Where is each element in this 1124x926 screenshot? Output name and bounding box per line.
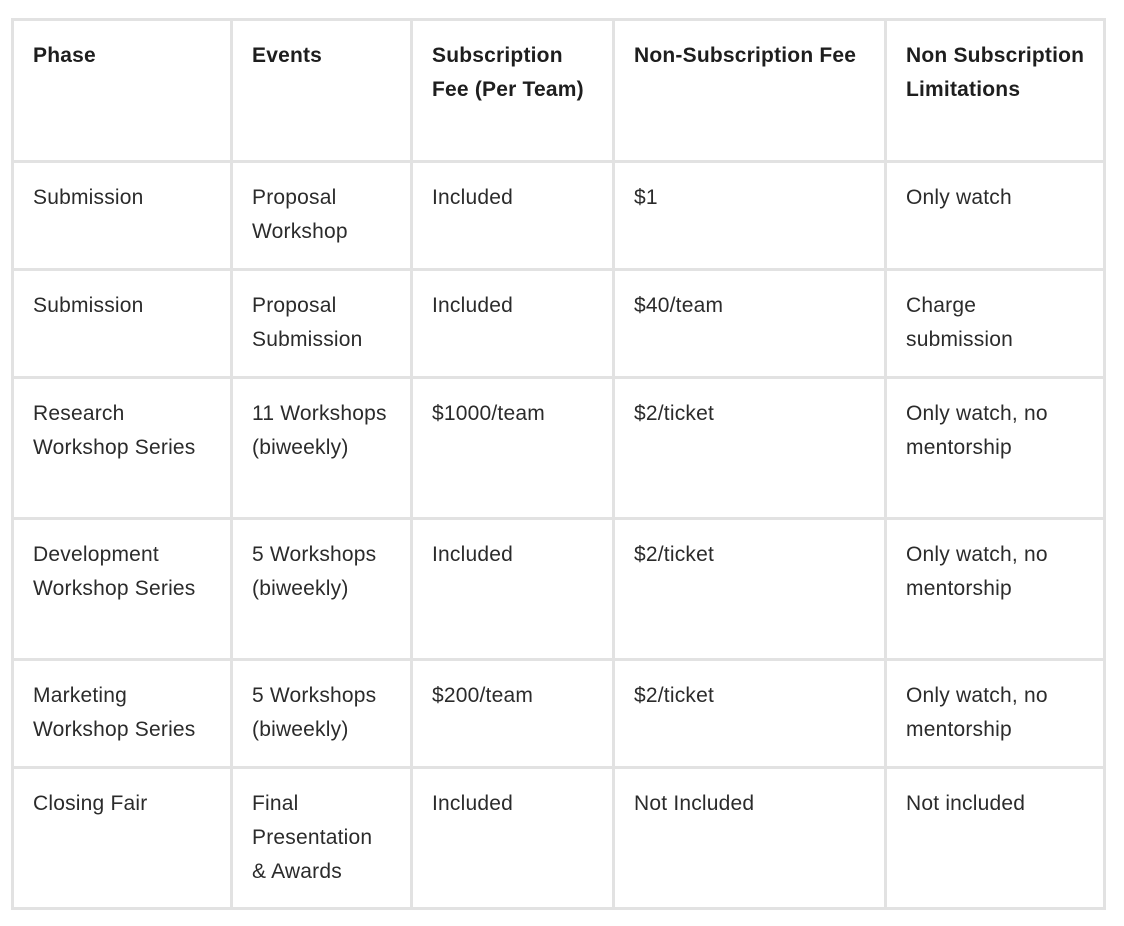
header-phase: Phase — [13, 20, 232, 162]
cell-non-subscription-fee: Not Included — [614, 768, 886, 909]
cell-phase: Development Workshop Series — [13, 519, 232, 660]
cell-events: Final Presentation & Awards — [232, 768, 412, 909]
table-row — [13, 270, 1105, 378]
table-row — [13, 768, 1105, 909]
cell-events: 5 Workshops (biweekly) — [232, 660, 412, 768]
cell-subscription-fee: $1000/team — [412, 378, 614, 519]
cell-subscription-fee: $200/team — [412, 660, 614, 768]
cell-limitations: Only watch, no mentorship — [886, 519, 1105, 660]
table-row — [13, 660, 1105, 768]
cell-non-subscription-fee: $2/ticket — [614, 519, 886, 660]
cell-phase: Submission — [13, 162, 232, 270]
cell-phase: Submission — [13, 270, 232, 378]
fee-table — [11, 18, 1106, 910]
cell-non-subscription-fee: $2/ticket — [614, 660, 886, 768]
cell-non-subscription-fee: $1 — [614, 162, 886, 270]
header-events: Events — [232, 20, 412, 162]
table-row — [13, 378, 1105, 519]
cell-phase: Research Workshop Series — [13, 378, 232, 519]
header-non-subscription-limitations: Non Subscription Limitations — [886, 20, 1105, 162]
cell-subscription-fee: Included — [412, 768, 614, 909]
cell-subscription-fee: Included — [412, 270, 614, 378]
cell-limitations: Only watch, no mentorship — [886, 378, 1105, 519]
cell-limitations: Only watch, no mentorship — [886, 660, 1105, 768]
cell-non-subscription-fee: $40/team — [614, 270, 886, 378]
header-non-subscription-fee: Non-Subscription Fee — [614, 20, 886, 162]
cell-subscription-fee: Included — [412, 162, 614, 270]
cell-non-subscription-fee: $2/ticket — [614, 378, 886, 519]
cell-subscription-fee: Included — [412, 519, 614, 660]
cell-events: Proposal Submission — [232, 270, 412, 378]
table-row — [13, 519, 1105, 660]
cell-phase: Closing Fair — [13, 768, 232, 909]
cell-limitations: Only watch — [886, 162, 1105, 270]
table-header-row — [13, 20, 1105, 162]
cell-limitations: Charge submission — [886, 270, 1105, 378]
cell-events: 5 Workshops (biweekly) — [232, 519, 412, 660]
cell-events: 11 Workshops (biweekly) — [232, 378, 412, 519]
table-row — [13, 162, 1105, 270]
cell-limitations: Not included — [886, 768, 1105, 909]
header-subscription-fee: Subscription Fee (Per Team) — [412, 20, 614, 162]
cell-phase: Marketing Workshop Series — [13, 660, 232, 768]
cell-events: Proposal Workshop — [232, 162, 412, 270]
